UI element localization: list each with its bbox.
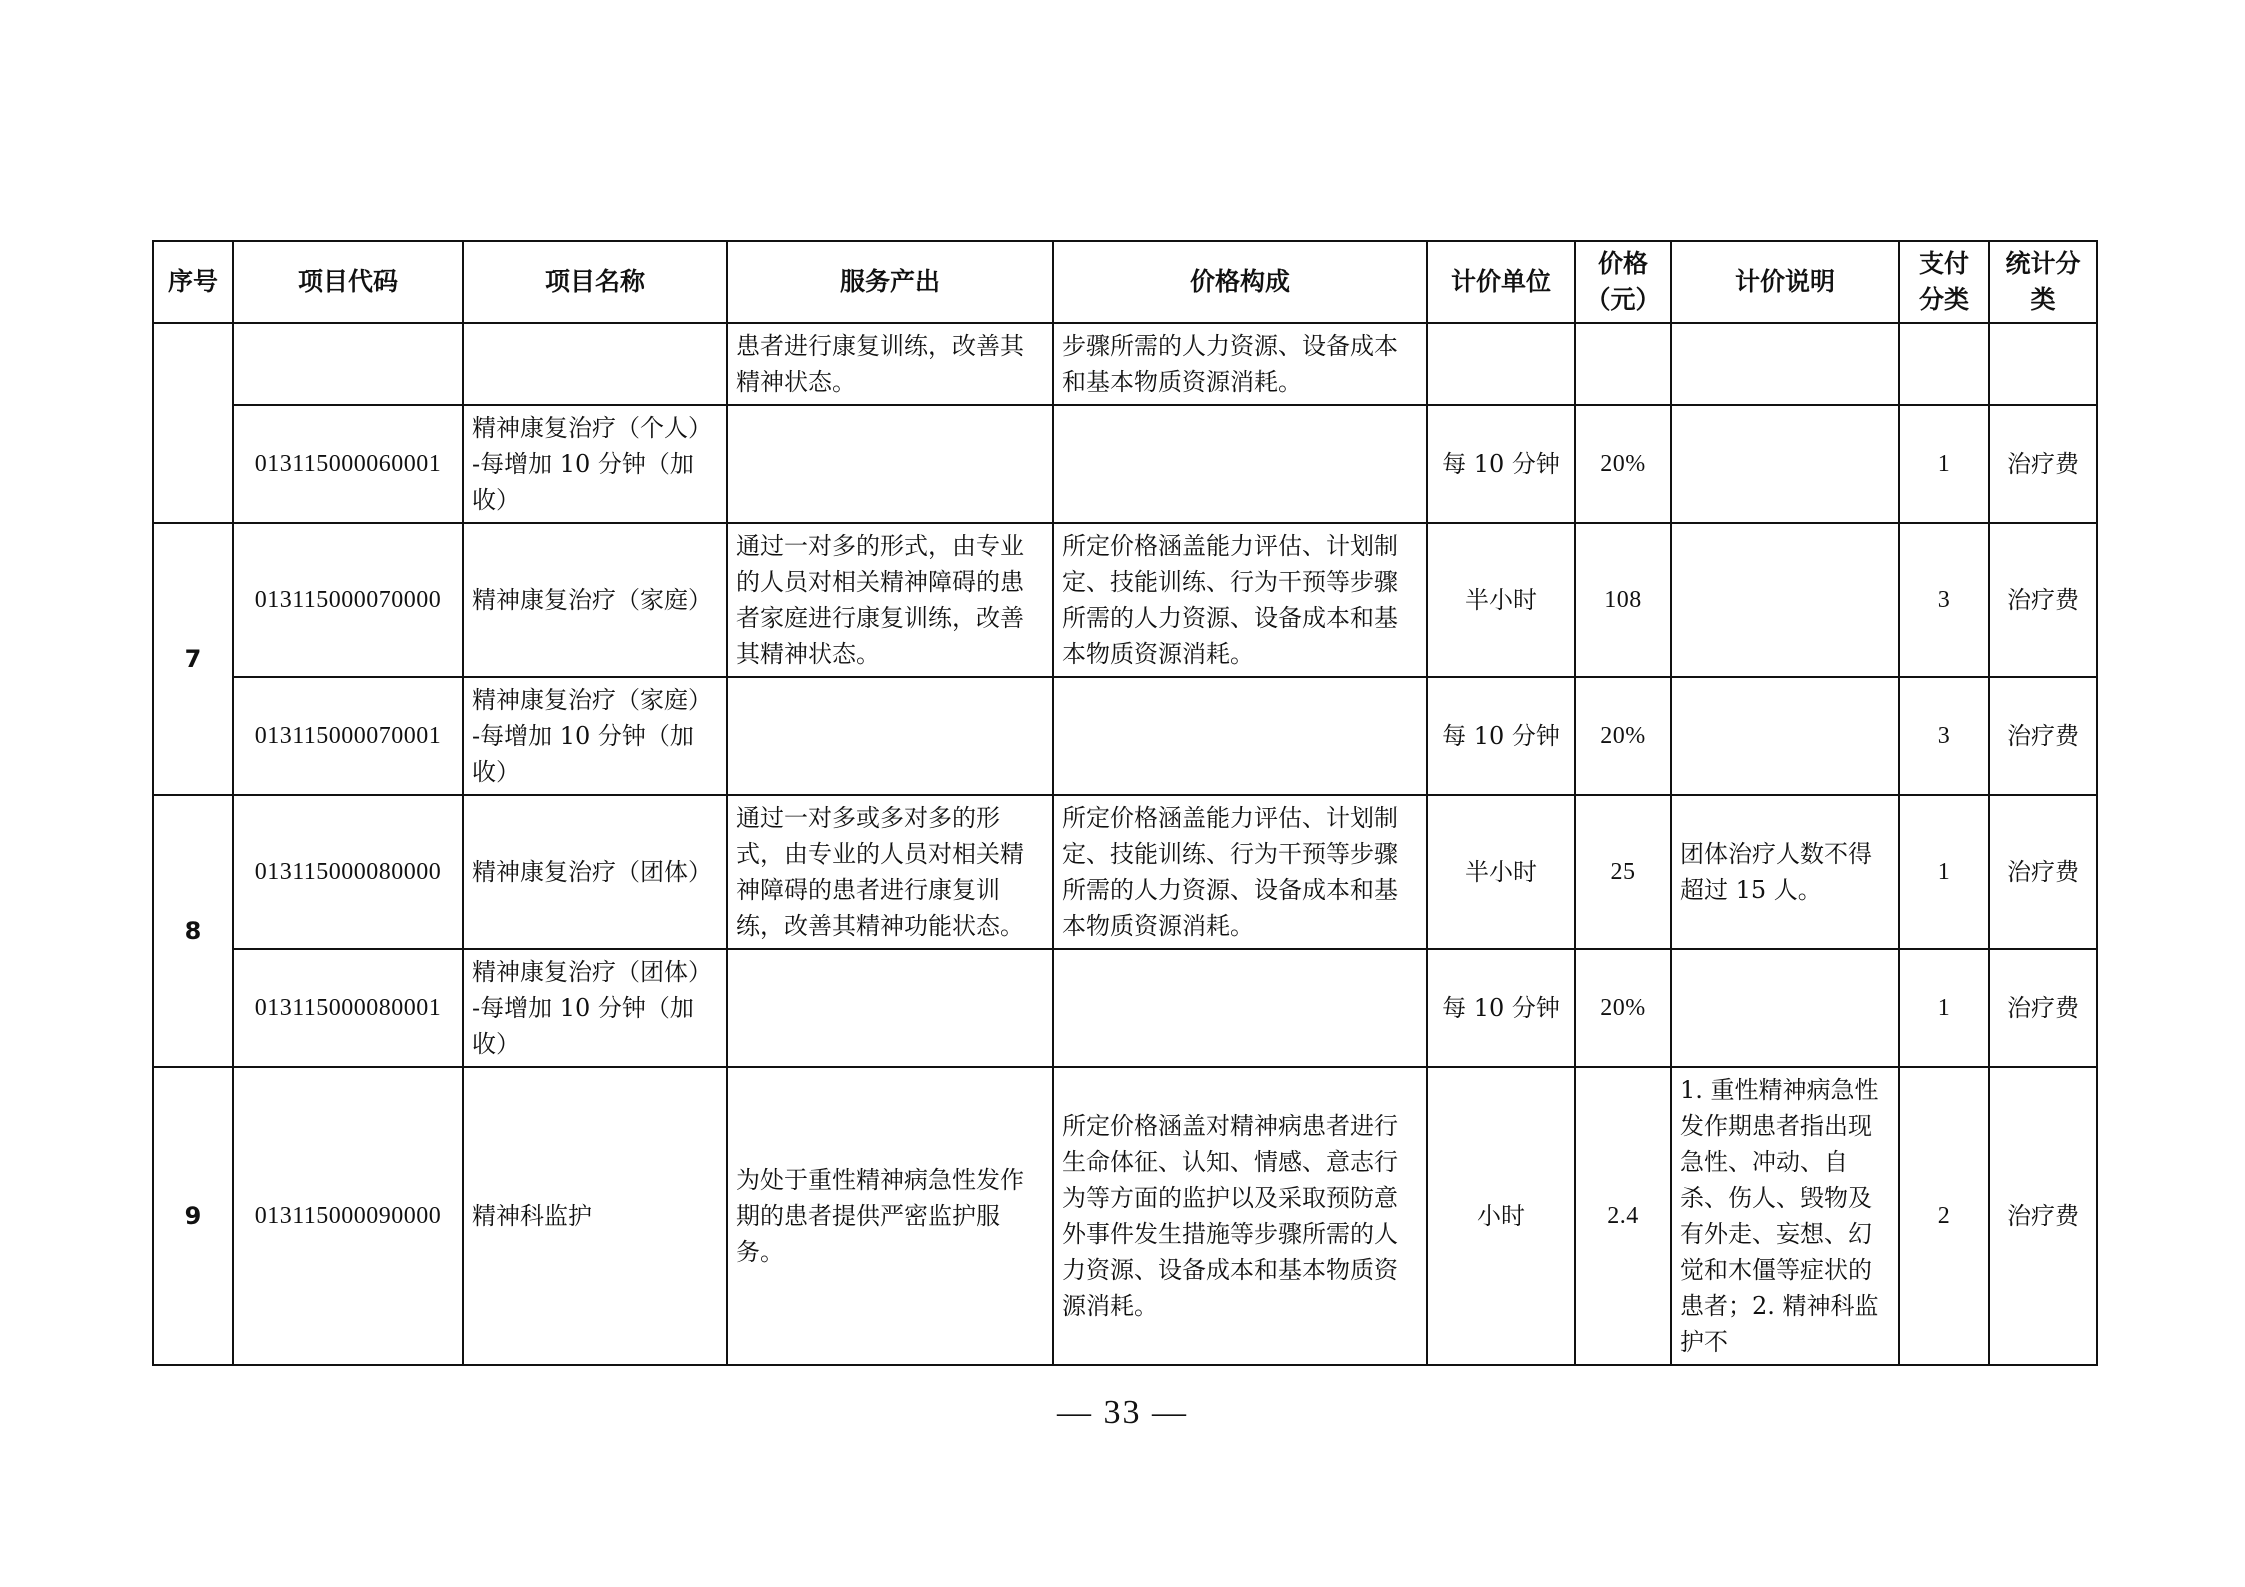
header-note: 计价说明 [1671, 241, 1899, 323]
cell-stat: 治疗费 [1989, 1067, 2097, 1365]
cell-note: 1. 重性精神病急性发作期患者指出现急性、冲动、自杀、伤人、毁物及有外走、妄想、幻觉和木僵等症状的患者；2. 精神科监护不 [1671, 1067, 1899, 1365]
cell-service [727, 949, 1053, 1067]
table-row [153, 795, 2097, 949]
cell-price: 2.4 [1575, 1067, 1671, 1365]
cell-name: 精神康复治疗（家庭） [463, 523, 727, 677]
cell-seq: 8 [153, 795, 233, 1067]
cell-name: 精神康复治疗（团体） [463, 795, 727, 949]
cell-name: 精神康复治疗（个人）-每增加 10 分钟（加收） [463, 405, 727, 523]
cell-price: 25 [1575, 795, 1671, 949]
cell-code: 013115000070000 [233, 523, 463, 677]
header-price: 价格（元） [1575, 241, 1671, 323]
cell-payment: 1 [1899, 405, 1989, 523]
cell-service: 患者进行康复训练，改善其精神状态。 [727, 323, 1053, 405]
cell-seq: 9 [153, 1067, 233, 1365]
header-code: 项目代码 [233, 241, 463, 323]
cell-price: 108 [1575, 523, 1671, 677]
cell-name: 精神康复治疗（团体）-每增加 10 分钟（加收） [463, 949, 727, 1067]
cell-stat [1989, 323, 2097, 405]
cell-composition: 所定价格涵盖对精神病患者进行生命体征、认知、情感、意志行为等方面的监护以及采取预防意外事件发生措施等步骤所需的人力资源、设备成本和基本物质资源消耗。 [1053, 1067, 1427, 1365]
cell-stat: 治疗费 [1989, 949, 2097, 1067]
cell-unit [1427, 323, 1575, 405]
cell-note [1671, 677, 1899, 795]
cell-note [1671, 405, 1899, 523]
cell-price: 20% [1575, 405, 1671, 523]
cell-note [1671, 949, 1899, 1067]
cell-unit: 每 10 分钟 [1427, 677, 1575, 795]
cell-unit: 每 10 分钟 [1427, 405, 1575, 523]
cell-composition: 所定价格涵盖能力评估、计划制定、技能训练、行为干预等步骤所需的人力资源、设备成本和基本物质资源消耗。 [1053, 795, 1427, 949]
cell-unit: 半小时 [1427, 795, 1575, 949]
cell-composition [1053, 677, 1427, 795]
cell-service [727, 677, 1053, 795]
header-name: 项目名称 [463, 241, 727, 323]
cell-seq [153, 323, 233, 523]
cell-unit: 半小时 [1427, 523, 1575, 677]
pricing-table [152, 240, 2098, 1366]
cell-composition [1053, 949, 1427, 1067]
cell-note [1671, 323, 1899, 405]
table-row [153, 949, 2097, 1067]
cell-payment [1899, 323, 1989, 405]
cell-composition: 步骤所需的人力资源、设备成本和基本物质资源消耗。 [1053, 323, 1427, 405]
cell-service [727, 405, 1053, 523]
header-service: 服务产出 [727, 241, 1053, 323]
cell-name: 精神康复治疗（家庭）-每增加 10 分钟（加收） [463, 677, 727, 795]
cell-service: 通过一对多或多对多的形式，由专业的人员对相关精神障碍的患者进行康复训练，改善其精神功能状态。 [727, 795, 1053, 949]
header-composition: 价格构成 [1053, 241, 1427, 323]
cell-unit: 小时 [1427, 1067, 1575, 1365]
cell-code: 013115000090000 [233, 1067, 463, 1365]
header-payment: 支付分类 [1899, 241, 1989, 323]
cell-payment: 1 [1899, 795, 1989, 949]
cell-stat: 治疗费 [1989, 795, 2097, 949]
header-seq: 序号 [153, 241, 233, 323]
cell-code: 013115000080001 [233, 949, 463, 1067]
cell-unit: 每 10 分钟 [1427, 949, 1575, 1067]
cell-payment: 3 [1899, 677, 1989, 795]
cell-price: 20% [1575, 949, 1671, 1067]
cell-code: 013115000070001 [233, 677, 463, 795]
table-row [153, 405, 2097, 523]
cell-price: 20% [1575, 677, 1671, 795]
cell-note [1671, 523, 1899, 677]
cell-stat: 治疗费 [1989, 523, 2097, 677]
cell-price [1575, 323, 1671, 405]
cell-payment: 1 [1899, 949, 1989, 1067]
cell-stat: 治疗费 [1989, 677, 2097, 795]
cell-name [463, 323, 727, 405]
table-row [153, 323, 2097, 405]
table-row [153, 1067, 2097, 1365]
header-row [153, 241, 2097, 323]
cell-code: 013115000080000 [233, 795, 463, 949]
table-row [153, 523, 2097, 677]
cell-code [233, 323, 463, 405]
table-row [153, 677, 2097, 795]
cell-service: 为处于重性精神病急性发作期的患者提供严密监护服务。 [727, 1067, 1053, 1365]
cell-name: 精神科监护 [463, 1067, 727, 1365]
cell-stat: 治疗费 [1989, 405, 2097, 523]
cell-composition [1053, 405, 1427, 523]
page-number: — 33 — [1057, 1394, 1188, 1431]
cell-note: 团体治疗人数不得超过 15 人。 [1671, 795, 1899, 949]
header-unit: 计价单位 [1427, 241, 1575, 323]
cell-composition: 所定价格涵盖能力评估、计划制定、技能训练、行为干预等步骤所需的人力资源、设备成本和基本物质资源消耗。 [1053, 523, 1427, 677]
cell-payment: 3 [1899, 523, 1989, 677]
cell-payment: 2 [1899, 1067, 1989, 1365]
cell-seq: 7 [153, 523, 233, 795]
cell-service: 通过一对多的形式，由专业的人员对相关精神障碍的患者家庭进行康复训练，改善其精神状态。 [727, 523, 1053, 677]
header-stat: 统计分类 [1989, 241, 2097, 323]
cell-code: 013115000060001 [233, 405, 463, 523]
